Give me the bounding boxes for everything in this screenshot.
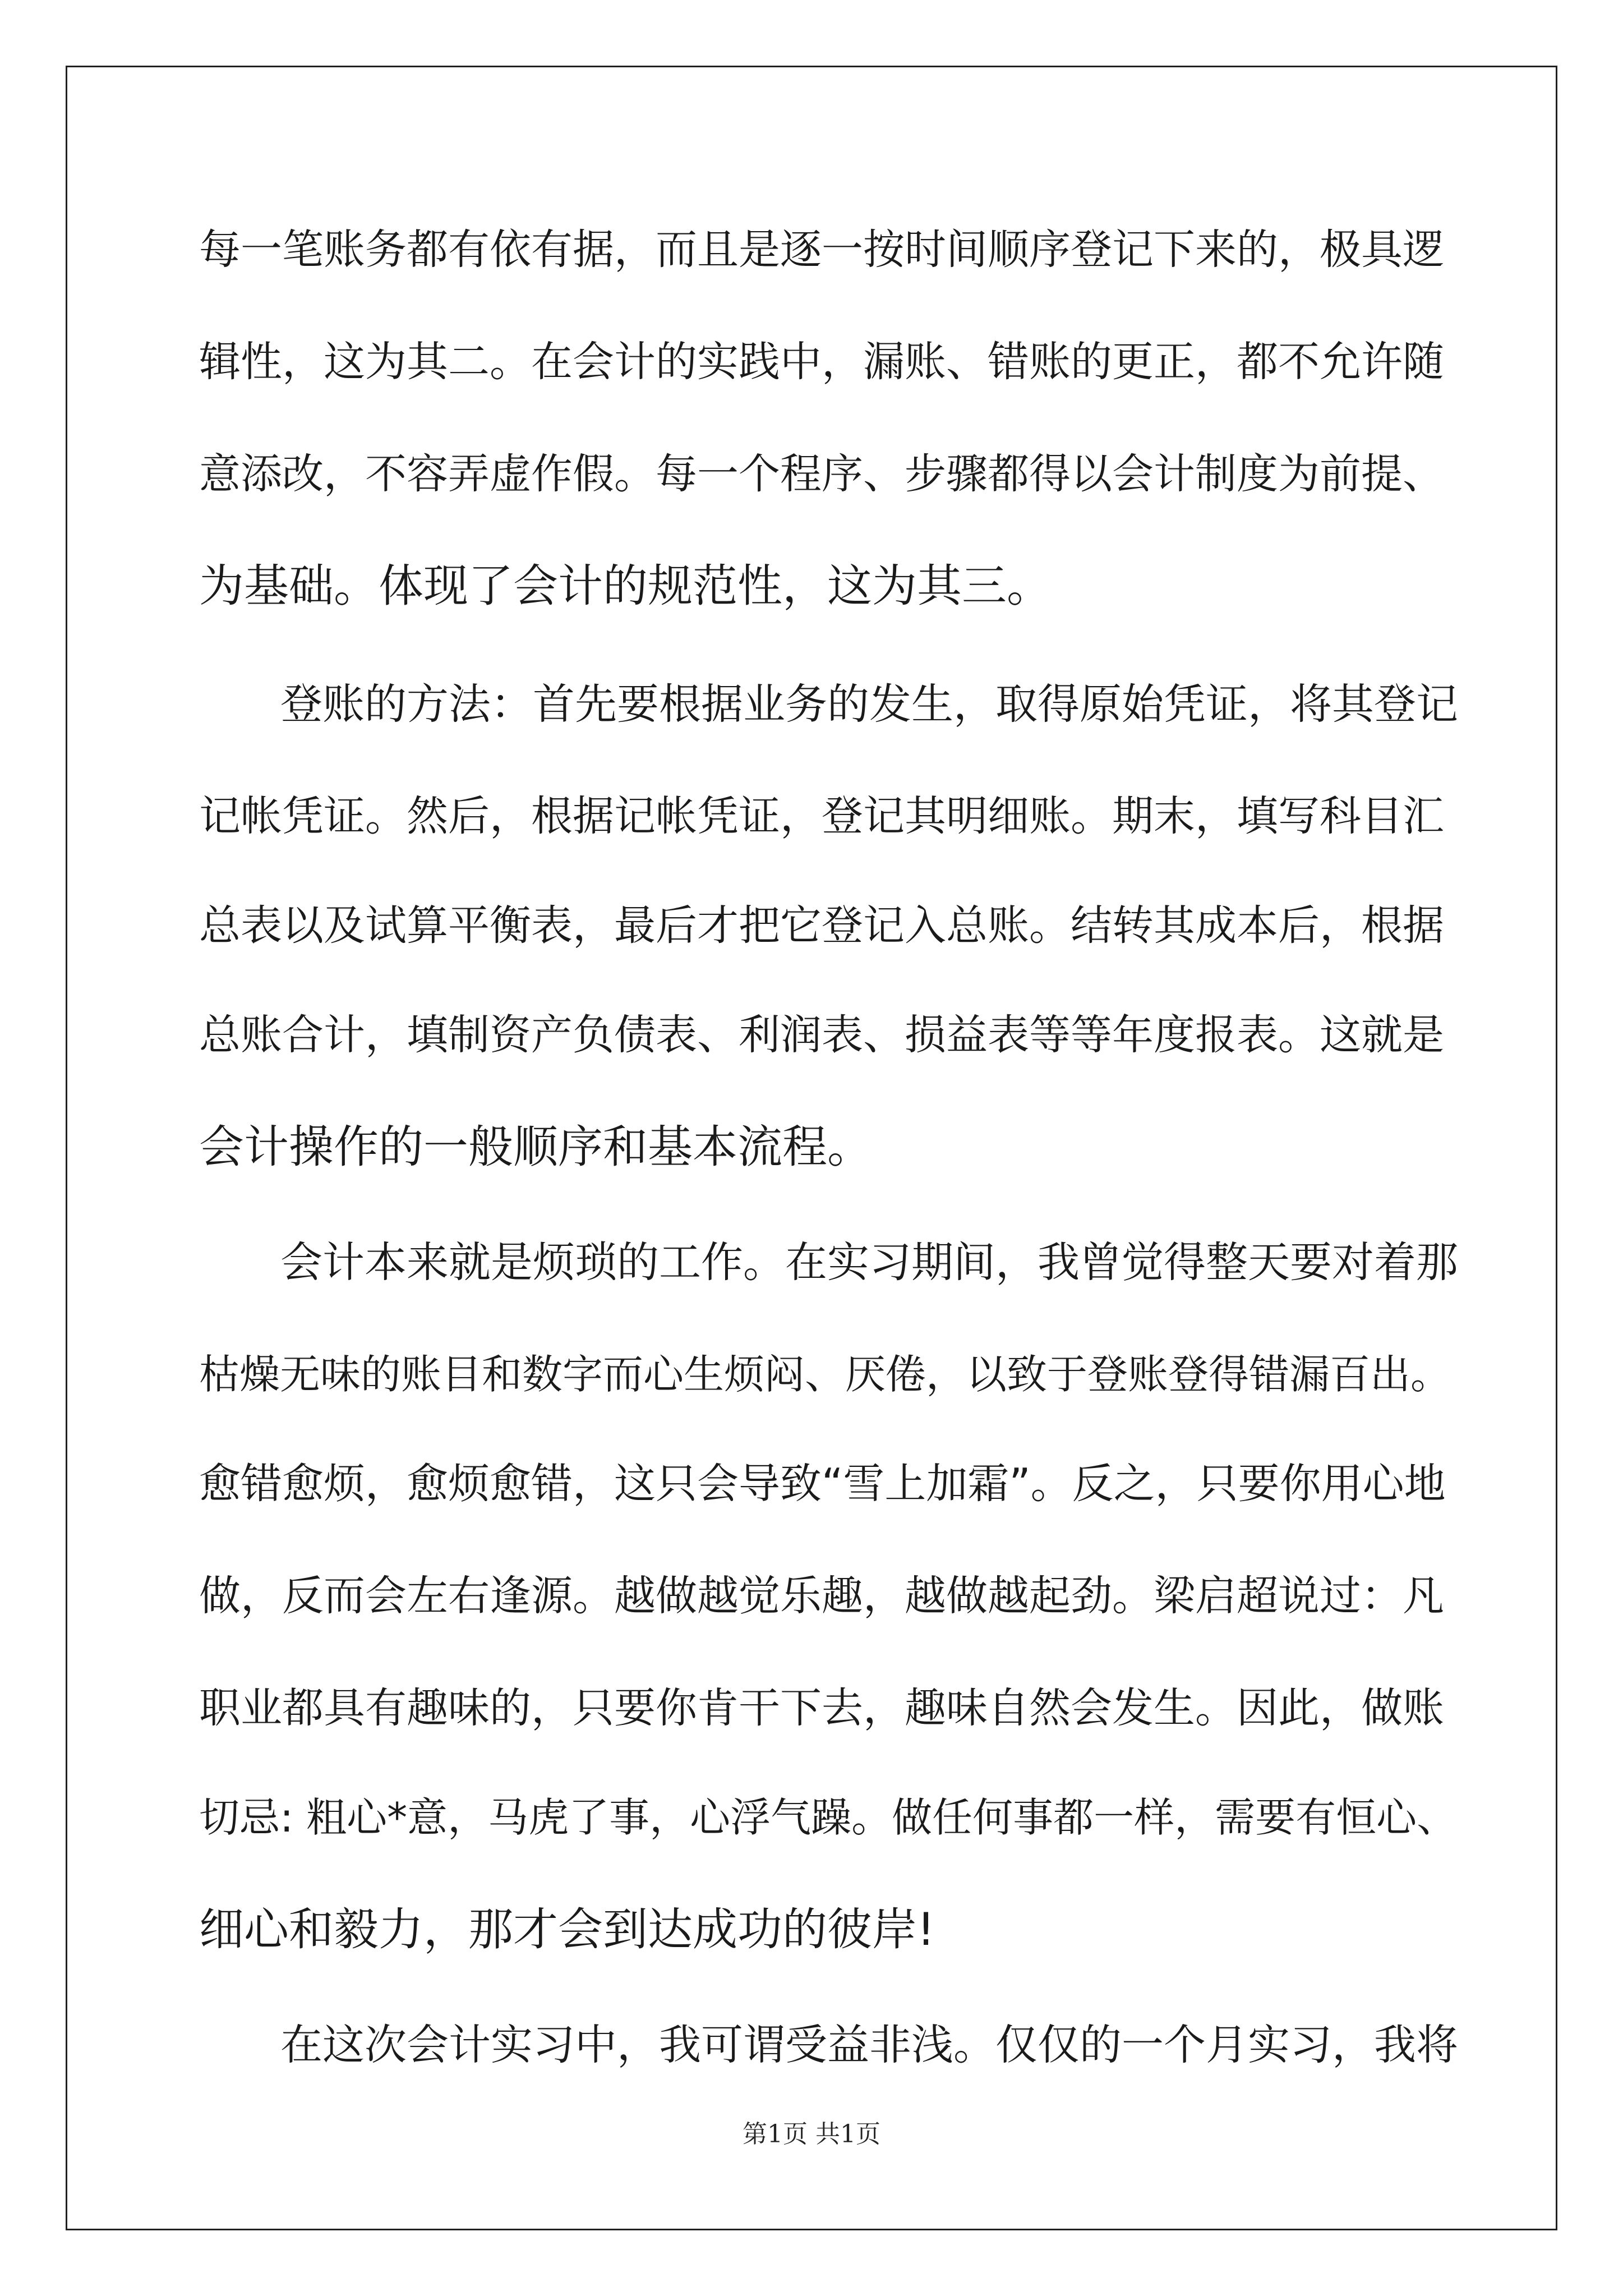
text-line: 意添改，不容弄虚作假。每一个程序、步骤都得以会计制度为前提、 (199, 450, 1444, 498)
text-line: 每一笔账务都有依有据，而且是逐一按时间顺序登记下来的，极具逻 (199, 226, 1444, 274)
text-line: 辑性，这为其二。在会计的实践中，漏账、错账的更正，都不允许随 (199, 338, 1444, 386)
text-line: 切忌: 粗心*意，马虎了事，心浮气躁。做任何事都一样，需要有恒心、 (199, 1794, 1458, 1841)
page-footer: 第1页 共1页 (743, 2120, 880, 2148)
text-line: 总账合计，填制资产负债表、利润表、损益表等等年度报表。这就是 (199, 1011, 1444, 1059)
text-line: 记帐凭证。然后，根据记帐凭证，登记其明细账。期末，填写科目汇 (199, 792, 1444, 840)
paragraph-first-line: 在这次会计实习中，我可谓受益非浅。仅仅的一个月实习，我将 (280, 2020, 1459, 2069)
text-line: 会计操作的一般顺序和基本流程。 (199, 1121, 872, 1173)
text-line: 总表以及试算平衡表，最后才把它登记入总账。结转其成本后，根据 (199, 901, 1444, 950)
text-line: 为基础。体现了会计的规范性，这为其三。 (199, 560, 1052, 612)
text-line: 细心和毅力，那才会到达成功的彼岸! (199, 1903, 935, 1955)
paragraph-first-line: 登账的方法：首先要根据业务的发生，取得原始凭证，将其登记 (280, 679, 1459, 729)
paragraph-first-line: 会计本来就是烦琐的工作。在实习期间，我曾觉得整天要对着那 (280, 1237, 1459, 1287)
text-line: 愈错愈烦，愈烦愈错，这只会导致“雪上加霜”。反之，只要你用心地 (199, 1460, 1446, 1508)
text-line: 做，反而会左右逢源。越做越觉乐趣，越做越起劲。梁启超说过：凡 (199, 1572, 1444, 1620)
text-line: 职业都具有趣味的，只要你肯干下去，趣味自然会发生。因此，做账 (199, 1684, 1444, 1732)
text-line: 枯燥无味的账目和数字而心生烦闷、厌倦，以致于登账登得错漏百出。 (199, 1351, 1451, 1398)
